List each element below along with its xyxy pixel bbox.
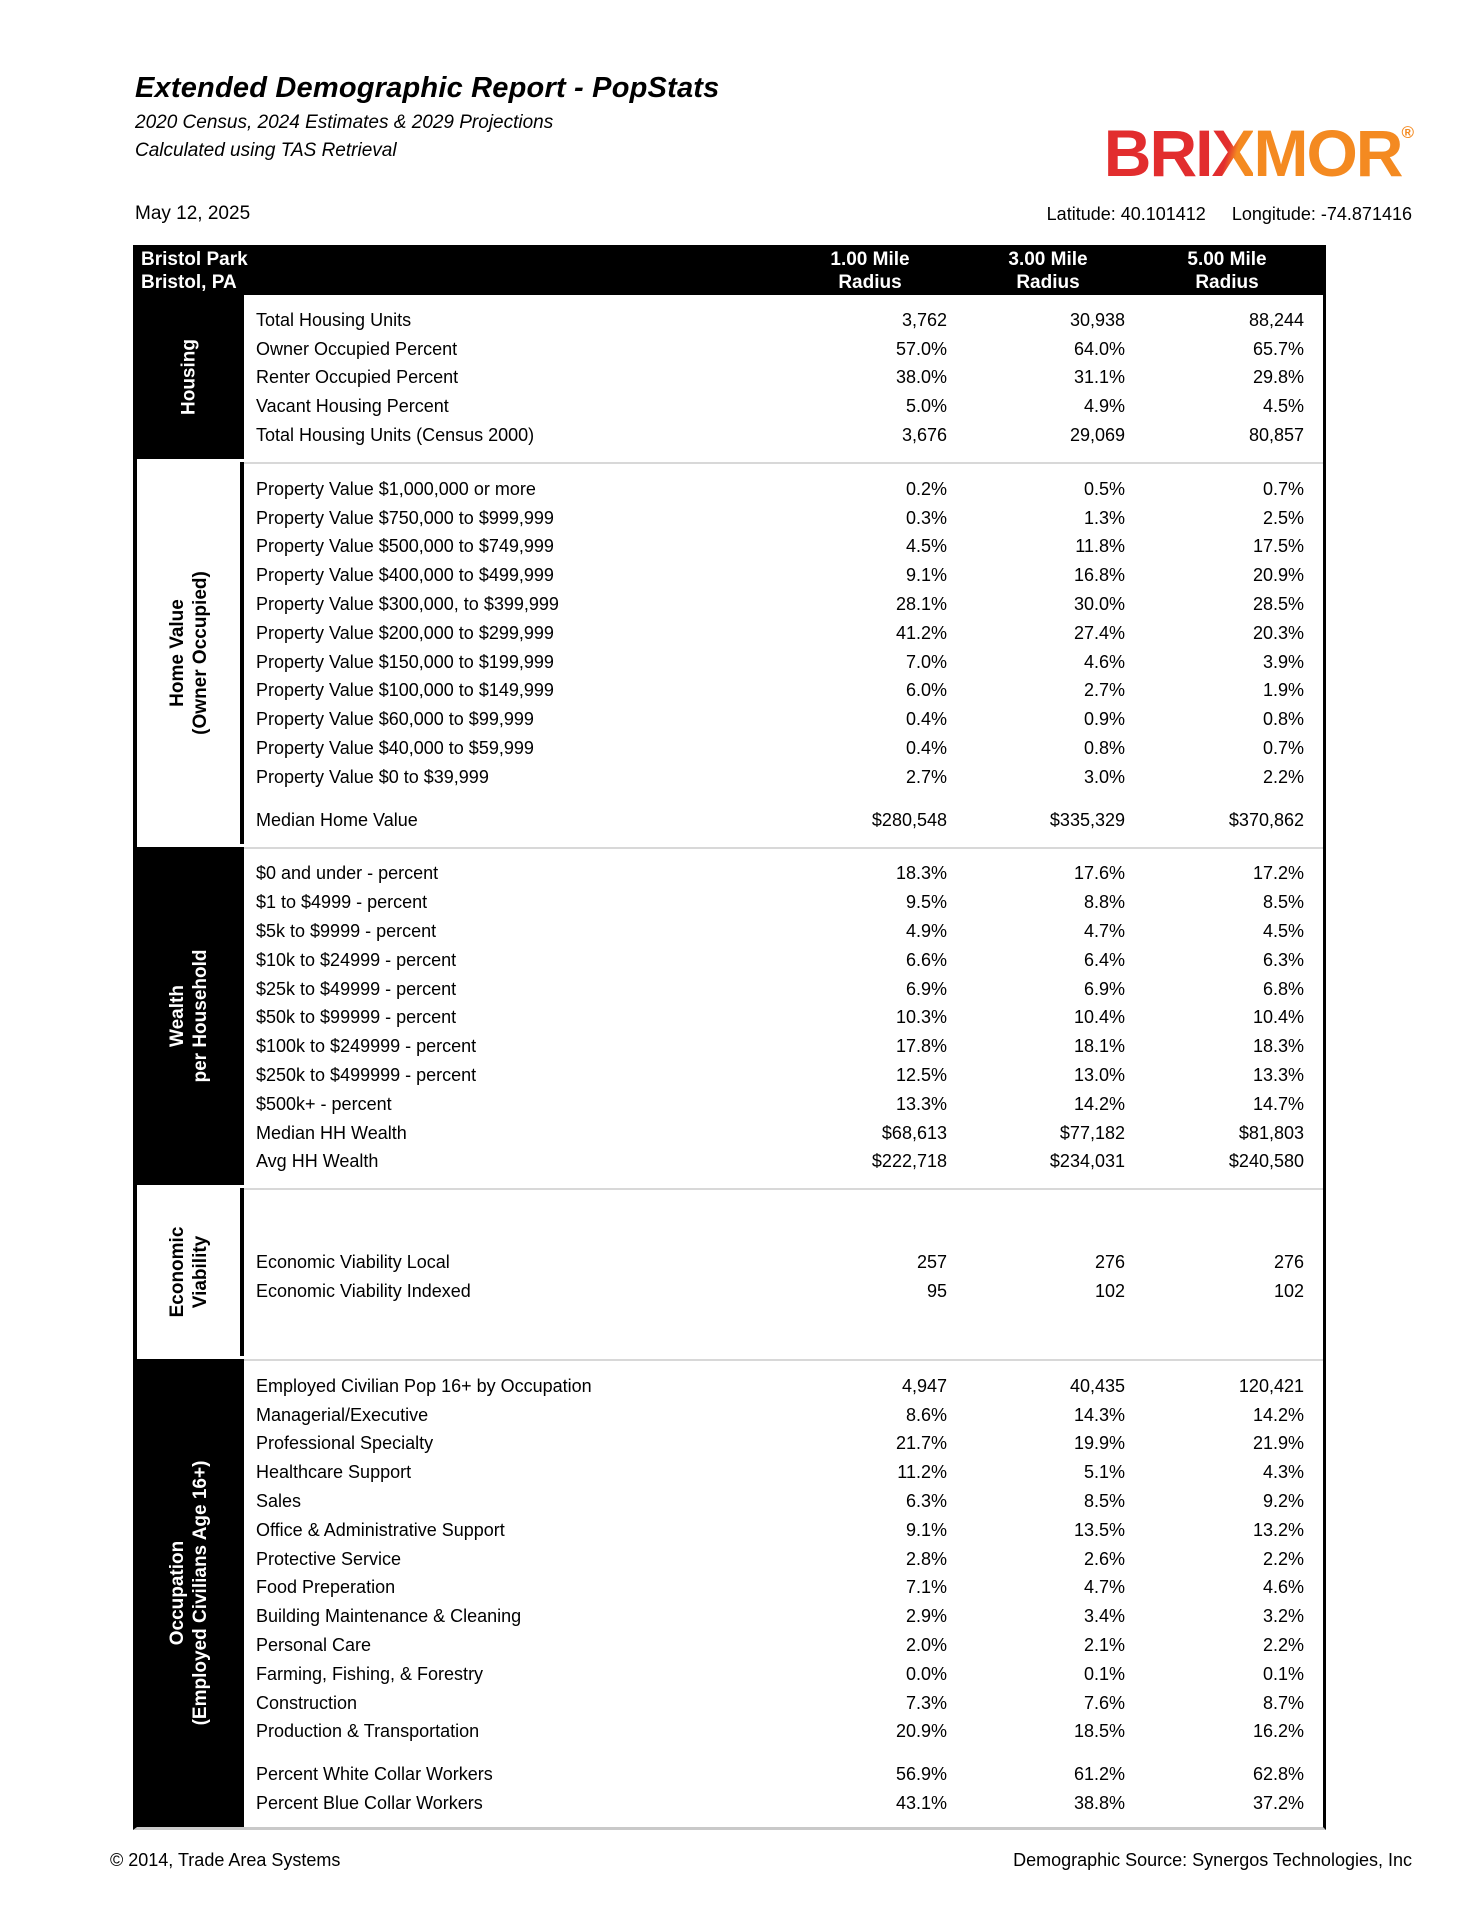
row-label: Property Value $400,000 to $499,999 <box>256 565 554 586</box>
table-row <box>244 1061 1304 1090</box>
column-header-line2: Radius <box>1195 272 1259 293</box>
table-row <box>244 860 1304 889</box>
section-label-line: (Owner Occupied) <box>189 570 211 735</box>
value-3mile: 8.7% <box>1262 1692 1304 1713</box>
value-1mile: 0.4% <box>905 738 947 759</box>
value-3mile: 120,421 <box>1238 1375 1304 1396</box>
table-row <box>244 734 1304 763</box>
table-row <box>244 421 1304 450</box>
value-2mile: 64.0% <box>1073 338 1125 359</box>
row-label: Property Value $500,000 to $749,999 <box>256 536 554 557</box>
value-2mile: 2.6% <box>1083 1548 1125 1569</box>
value-3mile: 28.5% <box>1252 594 1304 615</box>
value-2mile: 4.7% <box>1083 1577 1125 1598</box>
value-1mile: 12.5% <box>895 1065 947 1086</box>
row-label: Economic Viability Indexed <box>256 1281 471 1301</box>
value-2mile: 4.9% <box>1083 396 1125 417</box>
value-2mile: 7.6% <box>1083 1692 1125 1713</box>
value-1mile: 6.3% <box>905 1490 947 1511</box>
value-3mile: 14.7% <box>1252 1093 1304 1114</box>
row-label: $25k to $49999 - percent <box>256 978 457 999</box>
table-row <box>244 1487 1304 1516</box>
value-1mile: 20.9% <box>895 1721 947 1742</box>
value-1mile: 4.9% <box>905 921 947 942</box>
table-row <box>244 975 1304 1004</box>
row-label: Building Maintenance & Cleaning <box>256 1606 522 1627</box>
value-2mile: $77,182 <box>1059 1122 1125 1143</box>
row-label: Total Housing Units <box>256 309 412 330</box>
table-row <box>244 1573 1304 1602</box>
row-label: Property Value $750,000 to $999,999 <box>256 507 554 528</box>
value-1mile: 257 <box>916 1252 947 1273</box>
table-row <box>244 1277 1304 1306</box>
value-3mile: 37.2% <box>1252 1792 1304 1813</box>
table-row <box>244 1602 1304 1631</box>
section-label-text <box>177 339 200 415</box>
section-content-home-value <box>244 462 1323 844</box>
column-header-1 <box>790 245 950 295</box>
value-2mile: 6.9% <box>1083 978 1125 999</box>
coordinates <box>1047 204 1412 225</box>
section-label-line: Home Value <box>166 598 188 707</box>
table-row <box>244 364 1304 393</box>
value-2mile: 8.5% <box>1083 1490 1125 1511</box>
table-row <box>244 806 1304 835</box>
value-3mile: 0.8% <box>1262 709 1304 730</box>
value-3mile: 17.5% <box>1252 536 1304 557</box>
row-label: Property Value $150,000 to $199,999 <box>256 651 554 672</box>
row-label: Median Home Value <box>256 809 418 830</box>
table-row <box>244 335 1304 364</box>
table-row <box>244 392 1304 421</box>
section-label-housing <box>137 295 244 459</box>
demographics-table <box>133 245 1326 1830</box>
trade-area-line2: Bristol, PA <box>141 272 237 293</box>
value-1mile: 57.0% <box>895 338 947 359</box>
section-label-line: Wealth <box>166 984 188 1047</box>
value-3mile: 17.2% <box>1252 863 1304 884</box>
value-1mile: 43.1% <box>895 1792 947 1813</box>
value-3mile: 276 <box>1273 1252 1304 1273</box>
row-label: Managerial/Executive <box>256 1404 429 1425</box>
value-3mile: 0.7% <box>1262 478 1304 499</box>
logo-registered-mark: ® <box>1401 123 1414 142</box>
value-2mile: $335,329 <box>1049 809 1125 830</box>
row-label: Vacant Housing Percent <box>256 396 449 417</box>
row-label: Healthcare Support <box>256 1462 412 1483</box>
table-row <box>244 648 1304 677</box>
value-3mile: 88,244 <box>1248 309 1304 330</box>
value-3mile: 16.2% <box>1252 1721 1304 1742</box>
value-1mile: 4.5% <box>905 536 947 557</box>
section-label-economic-viability <box>137 1188 244 1356</box>
value-2mile: 18.5% <box>1073 1721 1125 1742</box>
table-row <box>244 1789 1304 1818</box>
table-row <box>244 1430 1304 1459</box>
row-group <box>244 1248 1304 1306</box>
value-3mile: 20.3% <box>1252 622 1304 643</box>
value-3mile: 0.1% <box>1262 1663 1304 1684</box>
row-label: $250k to $499999 - percent <box>256 1065 477 1086</box>
table-row <box>244 619 1304 648</box>
value-2mile: 0.8% <box>1083 738 1125 759</box>
value-1mile: 18.3% <box>895 863 947 884</box>
value-3mile: $81,803 <box>1238 1122 1304 1143</box>
value-1mile: 56.9% <box>895 1764 947 1785</box>
value-1mile: 2.8% <box>905 1548 947 1569</box>
section-content-housing <box>244 295 1323 459</box>
value-2mile: 4.7% <box>1083 921 1125 942</box>
value-2mile: 2.1% <box>1083 1634 1125 1655</box>
value-3mile: 18.3% <box>1252 1036 1304 1057</box>
table-row <box>244 504 1304 533</box>
row-label: Construction <box>256 1692 358 1713</box>
table-row <box>244 917 1304 946</box>
table-row <box>244 705 1304 734</box>
row-label: Percent White Collar Workers <box>256 1764 493 1785</box>
brixmor-logo <box>1103 116 1414 190</box>
row-label: Professional Specialty <box>256 1433 434 1454</box>
section-label-line: Viability <box>189 1235 211 1309</box>
value-3mile: 4.3% <box>1262 1462 1304 1483</box>
value-3mile: 2.5% <box>1262 507 1304 528</box>
value-1mile: 95 <box>926 1281 947 1301</box>
value-2mile: 29,069 <box>1069 425 1125 446</box>
value-2mile: 1.3% <box>1083 507 1125 528</box>
value-2mile: 61.2% <box>1073 1764 1125 1785</box>
section-label-wealth <box>137 847 244 1186</box>
row-label: Farming, Fishing, & Forestry <box>256 1663 484 1684</box>
value-2mile: 10.4% <box>1073 1007 1125 1028</box>
row-label: Food Preperation <box>256 1577 396 1598</box>
value-1mile: 7.3% <box>905 1692 947 1713</box>
value-3mile: 4.5% <box>1262 921 1304 942</box>
column-header-line1: 5.00 Mile <box>1187 249 1267 270</box>
value-1mile: 41.2% <box>895 622 947 643</box>
section-economic-viability <box>137 1188 1323 1356</box>
value-3mile: 80,857 <box>1248 425 1304 446</box>
column-header-line1: 3.00 Mile <box>1008 249 1088 270</box>
table-row <box>244 1090 1304 1119</box>
value-3mile: 65.7% <box>1252 338 1304 359</box>
value-1mile: 9.1% <box>905 1519 947 1540</box>
section-label-home-value <box>137 462 244 844</box>
column-header-3 <box>1147 245 1307 295</box>
value-3mile: 8.5% <box>1262 892 1304 913</box>
table-row <box>244 1401 1304 1430</box>
row-label: Renter Occupied Percent <box>256 367 459 388</box>
row-label: Total Housing Units (Census 2000) <box>256 425 535 446</box>
value-2mile: 0.9% <box>1083 709 1125 730</box>
section-content-occupation <box>244 1359 1323 1827</box>
value-1mile: 2.0% <box>905 1634 947 1655</box>
value-2mile: 14.3% <box>1073 1404 1125 1425</box>
row-label: Protective Service <box>256 1548 402 1569</box>
value-2mile: 13.0% <box>1073 1065 1125 1086</box>
table-row <box>244 1689 1304 1718</box>
value-3mile: 29.8% <box>1252 367 1304 388</box>
value-3mile: 2.2% <box>1262 1548 1304 1569</box>
table-row <box>244 1516 1304 1545</box>
table-row <box>244 1119 1304 1148</box>
table-row <box>244 1458 1304 1487</box>
value-1mile: 0.4% <box>905 709 947 730</box>
value-1mile: 13.3% <box>895 1093 947 1114</box>
row-group <box>244 860 1304 1177</box>
value-3mile: $370,862 <box>1228 809 1304 830</box>
section-label-line: per Household <box>189 949 211 1083</box>
table-body <box>133 295 1326 1830</box>
value-3mile: 2.2% <box>1262 1634 1304 1655</box>
section-label-text <box>166 949 212 1082</box>
row-group <box>244 806 1304 835</box>
table-row <box>244 1148 1304 1177</box>
section-label-line: Economic <box>166 1226 188 1318</box>
value-1mile: 28.1% <box>895 594 947 615</box>
row-label: $0 and under - percent <box>256 863 439 884</box>
value-1mile: 6.9% <box>905 978 947 999</box>
section-housing <box>137 295 1323 459</box>
value-2mile: 40,435 <box>1069 1375 1125 1396</box>
value-1mile: 2.9% <box>905 1606 947 1627</box>
value-1mile: 5.0% <box>905 396 947 417</box>
value-1mile: $68,613 <box>881 1122 947 1143</box>
row-label: Property Value $100,000 to $149,999 <box>256 680 554 701</box>
value-3mile: 6.3% <box>1262 949 1304 970</box>
value-1mile: 8.6% <box>905 1404 947 1425</box>
value-2mile: 31.1% <box>1073 367 1125 388</box>
section-home-value <box>137 462 1323 844</box>
value-3mile: 4.5% <box>1262 396 1304 417</box>
value-2mile: 0.5% <box>1083 478 1125 499</box>
table-row <box>244 1248 1304 1277</box>
column-header-2 <box>968 245 1128 295</box>
value-3mile: 10.4% <box>1252 1007 1304 1028</box>
row-label: Property Value $300,000, to $399,999 <box>256 594 559 615</box>
value-2mile: 30,938 <box>1069 309 1125 330</box>
value-1mile: 10.3% <box>895 1007 947 1028</box>
section-label-line: Housing <box>178 338 199 415</box>
row-label: Sales <box>256 1490 302 1511</box>
table-row <box>244 1372 1304 1401</box>
value-2mile: 276 <box>1094 1252 1125 1273</box>
table-row <box>244 888 1304 917</box>
value-2mile: 16.8% <box>1073 565 1125 586</box>
value-1mile: 38.0% <box>895 367 947 388</box>
value-1mile: 3,762 <box>901 309 947 330</box>
value-1mile: 0.2% <box>905 478 947 499</box>
value-1mile: 21.7% <box>895 1433 947 1454</box>
value-2mile: 2.7% <box>1083 680 1125 701</box>
value-2mile: 3.4% <box>1083 1606 1125 1627</box>
row-group <box>244 306 1304 450</box>
section-content-wealth <box>244 847 1323 1186</box>
value-1mile: $280,548 <box>871 809 947 830</box>
row-label: Office & Administrative Support <box>256 1519 505 1540</box>
row-group <box>244 1372 1304 1746</box>
report-subtitle-method: Calculated using TAS Retrieval <box>135 140 397 161</box>
value-2mile: 4.6% <box>1083 651 1125 672</box>
row-label: Property Value $200,000 to $299,999 <box>256 622 554 643</box>
row-label: Employed Civilian Pop 16+ by Occupation <box>256 1375 592 1396</box>
row-label: Personal Care <box>256 1634 372 1655</box>
value-1mile: 9.5% <box>905 892 947 913</box>
footer-source: Demographic Source: Synergos Technologies, Inc <box>1013 1850 1412 1870</box>
logo-bri: BRI <box>1103 116 1212 190</box>
table-row <box>244 533 1304 562</box>
value-3mile: 1.9% <box>1262 680 1304 701</box>
report-subtitle-sources: 2020 Census, 2024 Estimates & 2029 Projections <box>135 112 554 133</box>
value-3mile: 102 <box>1273 1281 1304 1301</box>
column-header-line2: Radius <box>838 272 902 293</box>
value-2mile: 102 <box>1094 1281 1125 1301</box>
value-3mile: 2.2% <box>1262 766 1304 787</box>
column-header-line2: Radius <box>1016 272 1080 293</box>
table-row <box>244 1717 1304 1746</box>
value-1mile: 2.7% <box>905 766 947 787</box>
section-label-text <box>166 571 212 735</box>
value-2mile: 14.2% <box>1073 1093 1125 1114</box>
value-2mile: 30.0% <box>1073 594 1125 615</box>
value-3mile: 4.6% <box>1262 1577 1304 1598</box>
logo-mor: MOR <box>1253 116 1402 190</box>
table-row <box>244 1631 1304 1660</box>
value-1mile: 6.0% <box>905 680 947 701</box>
row-label: $10k to $24999 - percent <box>256 949 457 970</box>
table-row <box>244 1660 1304 1689</box>
row-label: $50k to $99999 - percent <box>256 1007 457 1028</box>
row-label: Production & Transportation <box>256 1721 480 1742</box>
table-header-bar <box>133 245 1326 295</box>
row-label: Economic Viability Local <box>256 1252 450 1273</box>
row-group <box>244 1760 1304 1818</box>
value-1mile: 17.8% <box>895 1036 947 1057</box>
table-row <box>244 590 1304 619</box>
longitude-value: Longitude: -74.871416 <box>1231 204 1412 224</box>
row-label: Median HH Wealth <box>256 1122 407 1143</box>
section-label-text <box>166 1227 212 1318</box>
value-1mile: 7.1% <box>905 1577 947 1598</box>
table-row <box>244 306 1304 335</box>
table-row <box>244 1545 1304 1574</box>
logo-x: X <box>1211 116 1254 190</box>
table-row <box>244 475 1304 504</box>
value-2mile: $234,031 <box>1049 1151 1125 1172</box>
section-label-line: Occupation <box>166 1540 188 1646</box>
value-1mile: 4,947 <box>901 1375 947 1396</box>
value-2mile: 17.6% <box>1073 863 1125 884</box>
value-2mile: 38.8% <box>1073 1792 1125 1813</box>
value-1mile: 9.1% <box>905 565 947 586</box>
value-3mile: 21.9% <box>1252 1433 1304 1454</box>
section-label-text <box>166 1460 212 1725</box>
value-2mile: 0.1% <box>1083 1663 1125 1684</box>
value-1mile: 11.2% <box>897 1462 947 1483</box>
row-label: $100k to $249999 - percent <box>256 1036 477 1057</box>
value-3mile: $240,580 <box>1228 1151 1304 1172</box>
table-row <box>244 1760 1304 1789</box>
table-row <box>244 1004 1304 1033</box>
page-footer <box>110 1850 1412 1871</box>
value-2mile: 8.8% <box>1083 892 1125 913</box>
value-3mile: 13.2% <box>1252 1519 1304 1540</box>
table-row <box>244 946 1304 975</box>
value-3mile: 13.3% <box>1252 1065 1304 1086</box>
value-2mile: 13.5% <box>1073 1519 1125 1540</box>
row-label: Avg HH Wealth <box>256 1151 379 1172</box>
table-row <box>244 561 1304 590</box>
section-occupation <box>137 1359 1323 1827</box>
report-date: May 12, 2025 <box>135 203 251 224</box>
value-2mile: 19.9% <box>1073 1433 1125 1454</box>
value-2mile: 11.8% <box>1075 536 1125 557</box>
value-2mile: 3.0% <box>1083 766 1125 787</box>
value-3mile: 3.2% <box>1262 1606 1304 1627</box>
row-label: $5k to $9999 - percent <box>256 921 437 942</box>
latitude-value: Latitude: 40.101412 <box>1046 204 1206 224</box>
value-1mile: 0.0% <box>905 1663 947 1684</box>
row-label: $1 to $4999 - percent <box>256 892 428 913</box>
value-1mile: $222,718 <box>871 1151 947 1172</box>
value-2mile: 6.4% <box>1083 949 1125 970</box>
section-label-line: (Employed Civilians Age 16+) <box>189 1460 211 1726</box>
row-label: Property Value $60,000 to $99,999 <box>256 709 534 730</box>
row-label: Property Value $40,000 to $59,999 <box>256 738 534 759</box>
table-row <box>244 1032 1304 1061</box>
value-3mile: 6.8% <box>1262 978 1304 999</box>
section-label-occupation <box>137 1359 244 1827</box>
footer-copyright: © 2014, Trade Area Systems <box>110 1850 341 1870</box>
row-label: $500k+ - percent <box>256 1093 392 1114</box>
table-row <box>244 763 1304 792</box>
value-1mile: 6.6% <box>905 949 947 970</box>
trade-area-line1: Bristol Park <box>141 249 248 270</box>
value-3mile: 3.9% <box>1262 651 1304 672</box>
column-header-line1: 1.00 Mile <box>830 249 910 270</box>
value-2mile: 18.1% <box>1073 1036 1125 1057</box>
value-2mile: 27.4% <box>1073 622 1125 643</box>
value-3mile: 0.7% <box>1262 738 1304 759</box>
value-1mile: 7.0% <box>905 651 947 672</box>
value-1mile: 0.3% <box>905 507 947 528</box>
page-title: Extended Demographic Report - PopStats <box>135 72 720 104</box>
value-3mile: 9.2% <box>1262 1490 1304 1511</box>
value-2mile: 5.1% <box>1083 1462 1125 1483</box>
row-label: Property Value $0 to $39,999 <box>256 766 489 787</box>
row-group <box>244 475 1304 792</box>
row-label: Owner Occupied Percent <box>256 338 458 359</box>
value-1mile: 3,676 <box>901 425 947 446</box>
table-row <box>244 677 1304 706</box>
trade-area-name <box>133 245 790 295</box>
value-3mile: 62.8% <box>1252 1764 1304 1785</box>
row-label: Property Value $1,000,000 or more <box>256 478 536 499</box>
section-content-economic-viability <box>244 1188 1323 1356</box>
value-3mile: 20.9% <box>1252 565 1304 586</box>
row-label: Percent Blue Collar Workers <box>256 1792 483 1813</box>
value-3mile: 14.2% <box>1252 1404 1304 1425</box>
section-wealth <box>137 847 1323 1186</box>
